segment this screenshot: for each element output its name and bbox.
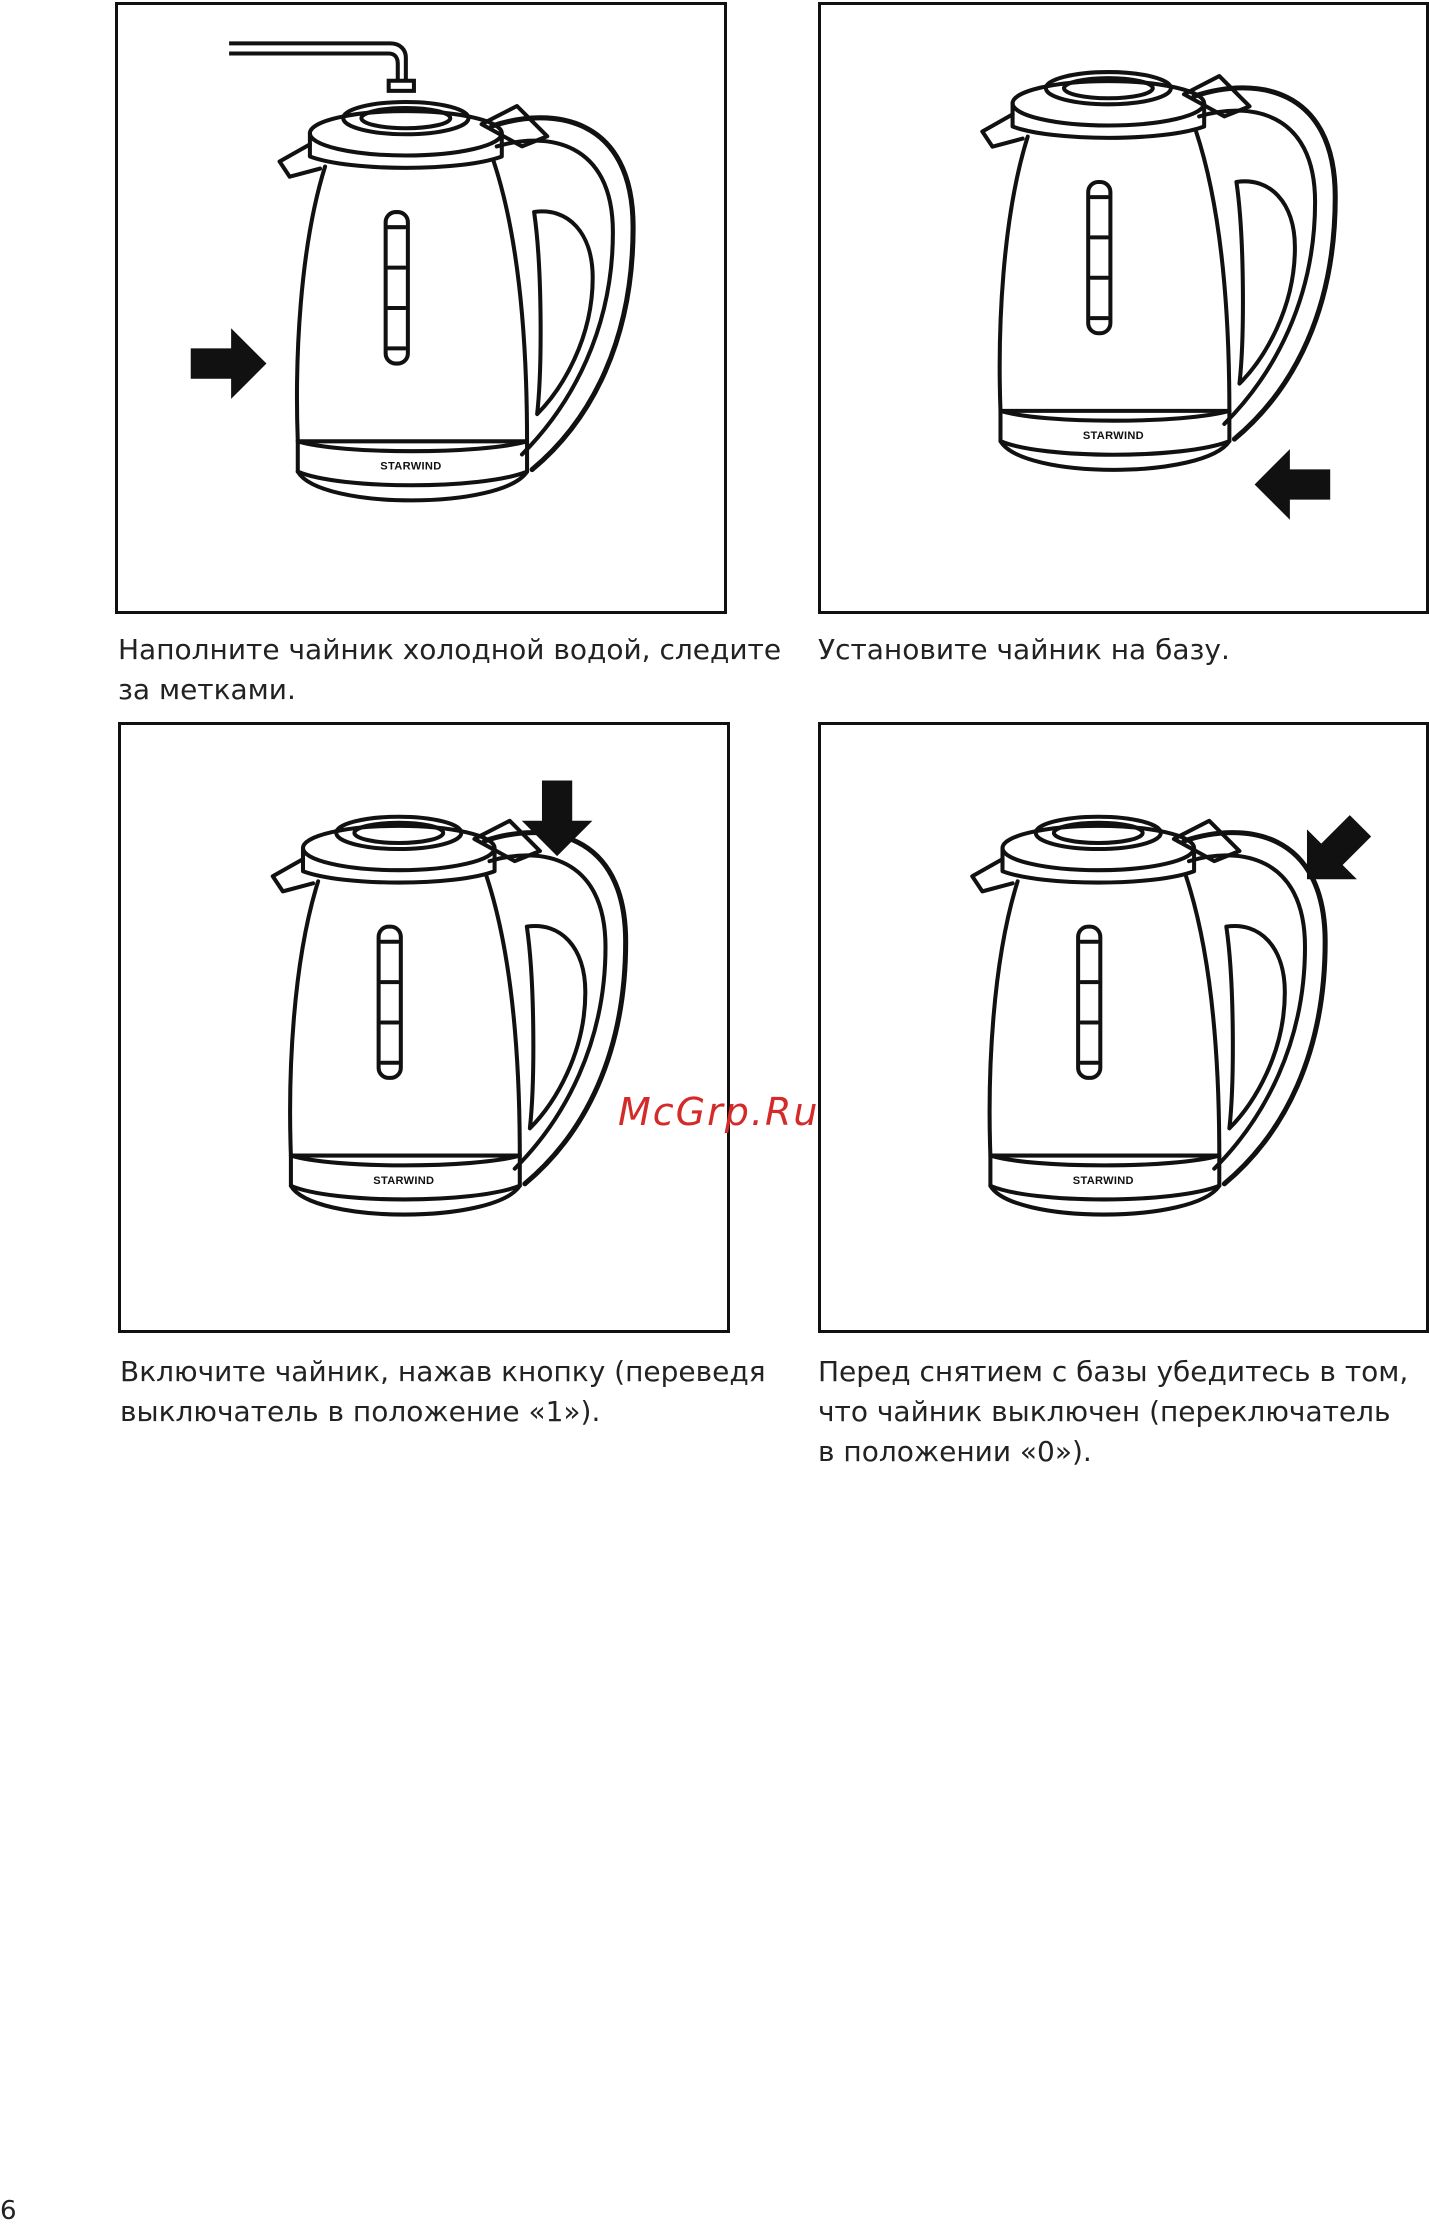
step-4-caption — [818, 1352, 1408, 1472]
caption-line: Включите чайник, нажав кнопку (переведя — [120, 1355, 766, 1388]
caption-line: в положении «0»). — [818, 1435, 1092, 1468]
watermark-text: McGrp.Ru — [618, 1090, 820, 1134]
kettle-brand-label: STARWIND — [373, 1174, 435, 1187]
caption-line: Установите чайник на базу. — [818, 633, 1230, 666]
caption-line: что чайник выключен (переключатель — [818, 1395, 1391, 1428]
caption-line: выключатель в положение «1»). — [120, 1395, 601, 1428]
arrow-diagonal-icon — [1282, 801, 1385, 904]
kettle-icon — [982, 72, 1335, 470]
step-1-illustration — [115, 2, 727, 614]
step-3-illustration — [118, 722, 730, 1333]
page-number: 6 — [0, 2196, 17, 2226]
kettle-with-tap-illustration — [118, 5, 724, 611]
step-1-caption — [118, 630, 781, 710]
caption-line: за метками. — [118, 673, 296, 706]
water-tap-icon — [229, 43, 414, 90]
step-4-illustration — [818, 722, 1429, 1333]
kettle-brand-label: STARWIND — [1082, 430, 1144, 443]
kettle-switch-on-illustration — [121, 725, 727, 1330]
step-3-caption — [120, 1352, 766, 1432]
caption-line: Перед снятием с базы убедитесь в том, — [818, 1355, 1409, 1388]
kettle-switch-off-illustration — [821, 725, 1426, 1330]
step-2-illustration — [818, 2, 1429, 614]
arrow-right-icon — [191, 328, 267, 399]
kettle-icon — [273, 817, 626, 1215]
kettle-icon — [280, 102, 633, 500]
step-2-caption — [818, 630, 1230, 670]
arrow-left-icon — [1255, 449, 1331, 520]
caption-line: Наполните чайник холодной водой, следите — [118, 633, 782, 666]
kettle-icon — [972, 817, 1325, 1215]
kettle-brand-label: STARWIND — [380, 460, 442, 473]
kettle-on-base-illustration — [821, 5, 1426, 611]
kettle-brand-label: STARWIND — [1072, 1174, 1134, 1187]
